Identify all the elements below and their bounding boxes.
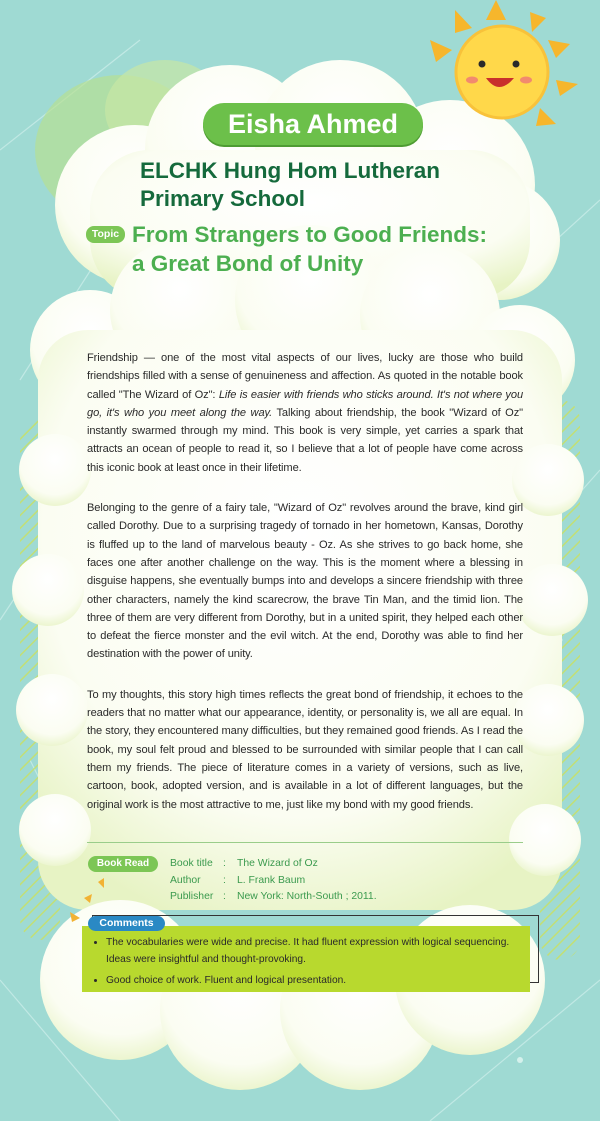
book-title-value: The Wizard of Oz bbox=[237, 858, 318, 869]
article-paragraph-1 bbox=[87, 349, 523, 477]
author-label: Author bbox=[170, 874, 201, 886]
book-info bbox=[170, 856, 470, 906]
book-read-badge: Book Read bbox=[88, 856, 158, 872]
separator: : bbox=[223, 858, 226, 869]
paragraph-1-quote: Life is easier with friends who sticks around. It's not where you go, it's who you meet along the way. bbox=[87, 388, 524, 419]
author-row bbox=[170, 873, 470, 890]
school-name-line2: Primary School bbox=[140, 186, 306, 211]
topic-title-line1: From Strangers to Good Friends: bbox=[132, 222, 488, 247]
school-name-line1: ELCHK Hung Hom Lutheran bbox=[140, 158, 440, 183]
school-name bbox=[140, 157, 560, 213]
publisher-row bbox=[170, 889, 470, 906]
section-divider bbox=[87, 842, 523, 843]
comment-item: • Good choice of work. Fluent and logical presentation. bbox=[106, 973, 522, 990]
comments-list bbox=[82, 926, 530, 990]
student-name-badge: Eisha Ahmed bbox=[203, 103, 423, 145]
comments-badge: Comments bbox=[88, 916, 165, 931]
topic-tag: Topic bbox=[86, 226, 125, 243]
separator: : bbox=[223, 874, 226, 886]
topic-title bbox=[132, 220, 572, 278]
article-paragraph-3: To my thoughts, this story high times reflects the great bond of friendship, it echoes to the readers that no matter what our appearance, identity, or personality is, we all are equal. In the story, they encountered many difficulties, but they remained good friends. As I read the book, my soul felt proud and blessed to be surrounded with similar people that I can call them my friends. The piece of literature comes in a variety of versions, such as live, cartoon, book, adopted version, and is available in a lot of different languages, but the original work is the most attractive to me, just like my bond with my good friends. bbox=[87, 688, 523, 811]
article-body bbox=[87, 349, 523, 836]
separator: : bbox=[223, 891, 226, 902]
article-paragraph-2: Belonging to the genre of a fairy tale, "Wizard of Oz" revolves around the brave, kind girl called Dorothy. Due to a surprising tragedy of tornado in her hometown, Kansas, Dorothy is fluffed up to the land of marvelous beauty - Oz. As she strives to go back home, she faces one after another challenge on the way. This is the moment where a blessing in disguise happens, she eventually bumps into and develops a sincere friendship with three other characters, namely the kind scarecrow, the brave Tin Man, and the timid lion. The three of them are very different from Dorothy, but in a united spirit, they helped each other to defeat the fierce monster and the evil witch. At the end, Dorothy was able to find her destination with the power of unity. bbox=[87, 502, 523, 661]
book-title-row bbox=[170, 856, 470, 873]
publisher-label: Publisher bbox=[170, 891, 214, 902]
publisher-value: New York: North-South ; 2011. bbox=[237, 891, 377, 902]
comments-box bbox=[82, 926, 530, 992]
comment-item: • The vocabularies were wide and precise. It had fluent expression with logical sequencing. Ideas were insightful and thought-provoking. bbox=[106, 935, 522, 968]
author-value: L. Frank Baum bbox=[237, 874, 306, 886]
book-title-label: Book title bbox=[170, 858, 213, 869]
topic-title-line2: a Great Bond of Unity bbox=[132, 251, 364, 276]
paragraph-1-rest: Talking about friendship, the book "Wizard of Oz" instantly swarmed through my mind. This book is very simple, yet carries a spark that attracts an ocean of people to read it, so I believe that a lot of people have come across this iconic book at least once in their lifetime. bbox=[87, 406, 524, 474]
paragraph-1-intro: Friendship — one of the most vital aspects of our lives, lucky are those who build friendships filled with a sense of genuineness and affection. As quoted in the notable book called "The Wizard of Oz": bbox=[87, 352, 523, 401]
